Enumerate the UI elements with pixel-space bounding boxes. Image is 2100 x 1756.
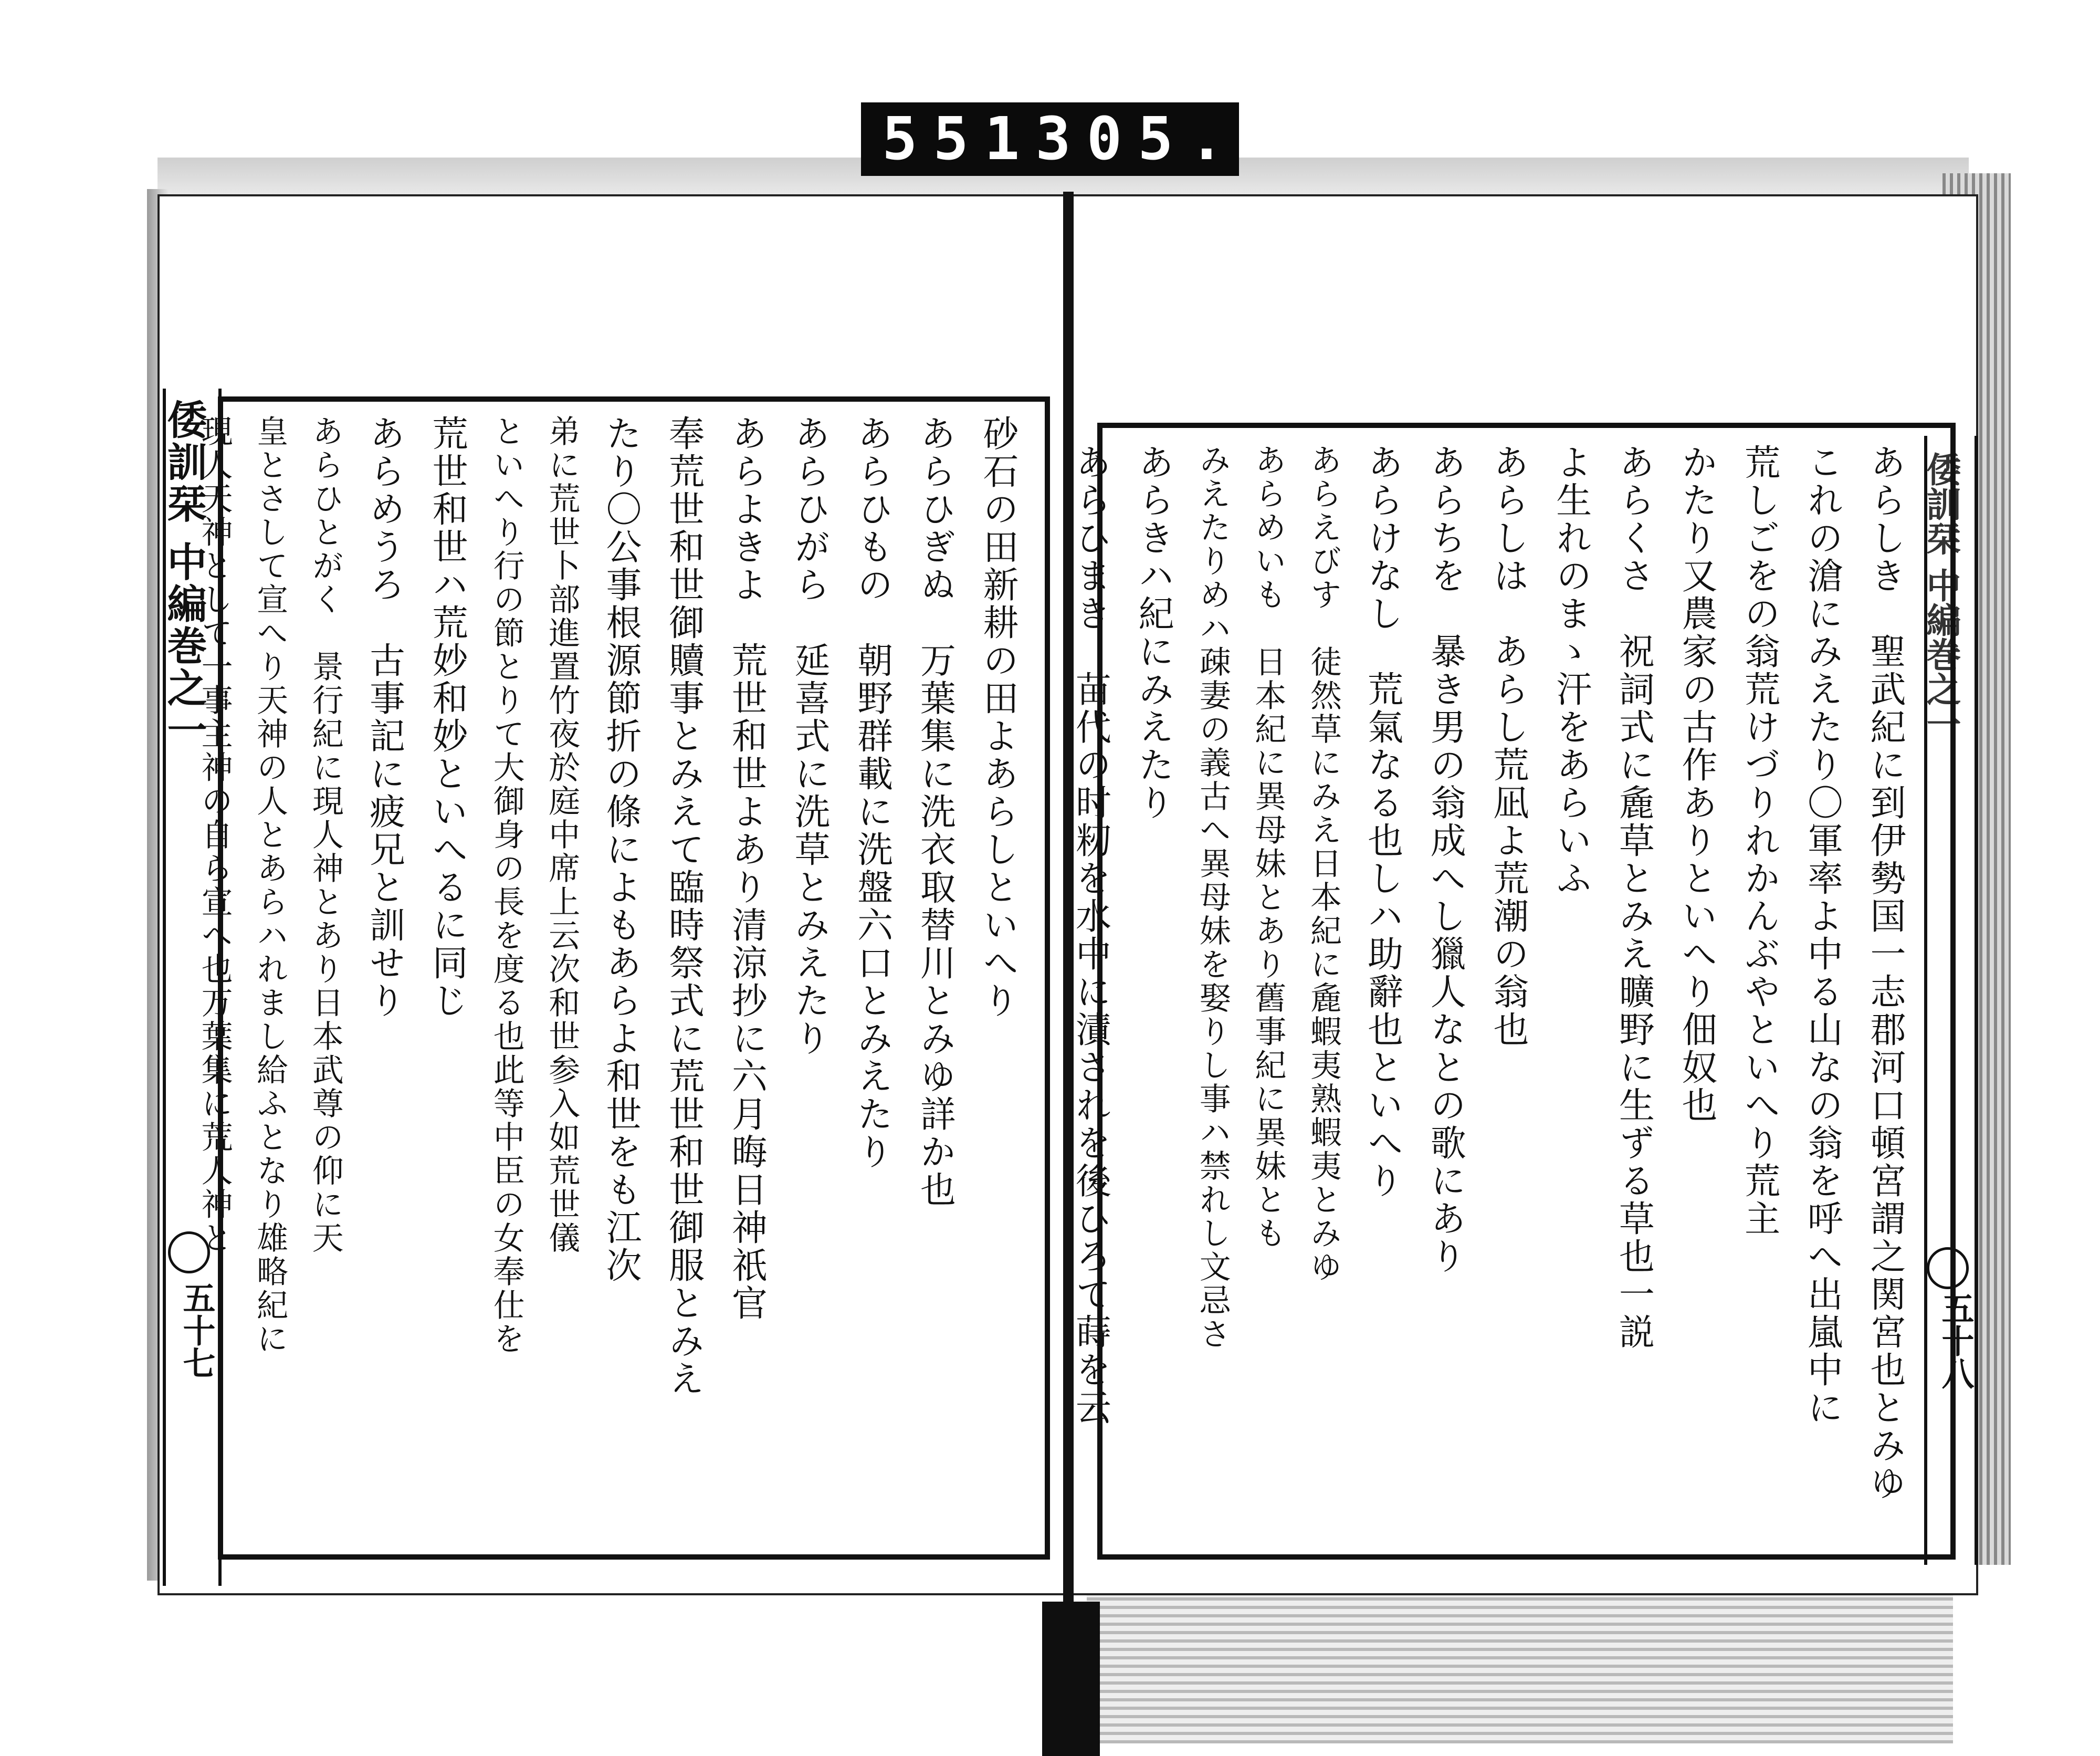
text-column: あらちを 暴き男の翁成へし獵人なとの歌にあり (1424, 444, 1466, 1276)
text-column: 弟に荒世卜部進置竹夜於庭中席上云次和世参入如荒世儀 (543, 415, 581, 1255)
text-column: あらひぎぬ 万葉集に洗衣取替川とみゆ詳か也 (914, 415, 956, 1209)
text-column: といへり行の節とりて大御身の長を度る也此等中臣の女奉仕を (488, 415, 525, 1356)
call-number-right: 305. (1035, 105, 1241, 173)
text-column: あらよきよ 荒世和世よあり清涼抄に六月晦日神祇官 (726, 415, 768, 1322)
text-column: たり〇公事根源節折の條によもあらよ和世をも江次 (600, 415, 642, 1284)
text-column: 皇とさして宣へり天神の人とあらハれまし給ふとなり雄略紀に (251, 415, 289, 1356)
text-column: かたり又農家の古作ありといへり佃奴也 (1675, 444, 1717, 1124)
text-column: あらひとがく 景行紀に現人神とあり日本武尊の仰に天 (307, 415, 344, 1255)
page-edges-bottom (1087, 1575, 1953, 1743)
text-column: あらけなし 荒氣なる也しハ助辭也といへり (1361, 444, 1403, 1200)
text-column: あらひまき 苗代の时籾を水中に漬されを後ひろて蒔を云 (1069, 444, 1111, 1427)
right-page-text (1069, 444, 1916, 1536)
text-column: これの滄にみえたり〇軍率よ中る山なの翁を呼へ出嵐中に (1801, 444, 1843, 1427)
text-column: 砂石の田新耕の田よあらしといへり (977, 415, 1018, 1020)
call-number-left: 551 (882, 105, 1036, 173)
text-column: あらめいも 日本紀に異母妹とあり舊事紀に異妹とも (1250, 444, 1287, 1250)
text-column: あらしき 聖武紀に到伊勢国一志郡河口頓宮謂之関宮也とみゆ (1864, 444, 1906, 1502)
text-column: あらくさ 祝詞式に麁草とみえ曠野に生ずる草也一説 (1613, 444, 1655, 1351)
text-column: 奉荒世和世御贖事とみえて臨時祭式に荒世和世御服とみえ (663, 415, 705, 1398)
left-folio-number: 五十七 (177, 1281, 216, 1379)
text-column: あらきハ紀にみえたり (1132, 444, 1174, 822)
text-column: 現人天神として一事主神の自ら宣へ也万葉集に荒人神と (196, 415, 233, 1255)
text-column: 荒しごをの翁荒けづりれかんぶやといへり荒主 (1738, 444, 1780, 1238)
text-column: あらめうろ 古事記に疲兄と訓せり (363, 415, 405, 1020)
text-column: あらしは あらし荒凪よ荒潮の翁也 (1487, 444, 1529, 1049)
text-column: あらひがら 延喜式に洗草とみえたり (788, 415, 830, 1058)
call-number-label (861, 102, 1239, 176)
text-column: 荒世和世ハ荒妙和妙といへるに同じ (426, 415, 468, 1020)
text-column: みえたりめハ疎妻の義古へ異母妹を娶りし事ハ禁れし文忌さ (1194, 444, 1231, 1351)
right-folio-number: 五十八 (1936, 1292, 1975, 1389)
book-gutter-bottom (1042, 1602, 1100, 1756)
right-spine-title: 倭訓栞 中編巻之一 (1920, 452, 1961, 741)
left-spine-title: 倭訓栞 中編巻之一 (161, 399, 207, 751)
text-column: あらえびす 徒然草にみえ日本紀に麁蝦夷熟蝦夷とみゆ (1305, 444, 1342, 1284)
text-column: あらひもの 朝野群載に洗盤六口とみえたり (851, 415, 893, 1171)
text-column: よ生れのまゝ汗をあらいふ (1550, 444, 1592, 897)
